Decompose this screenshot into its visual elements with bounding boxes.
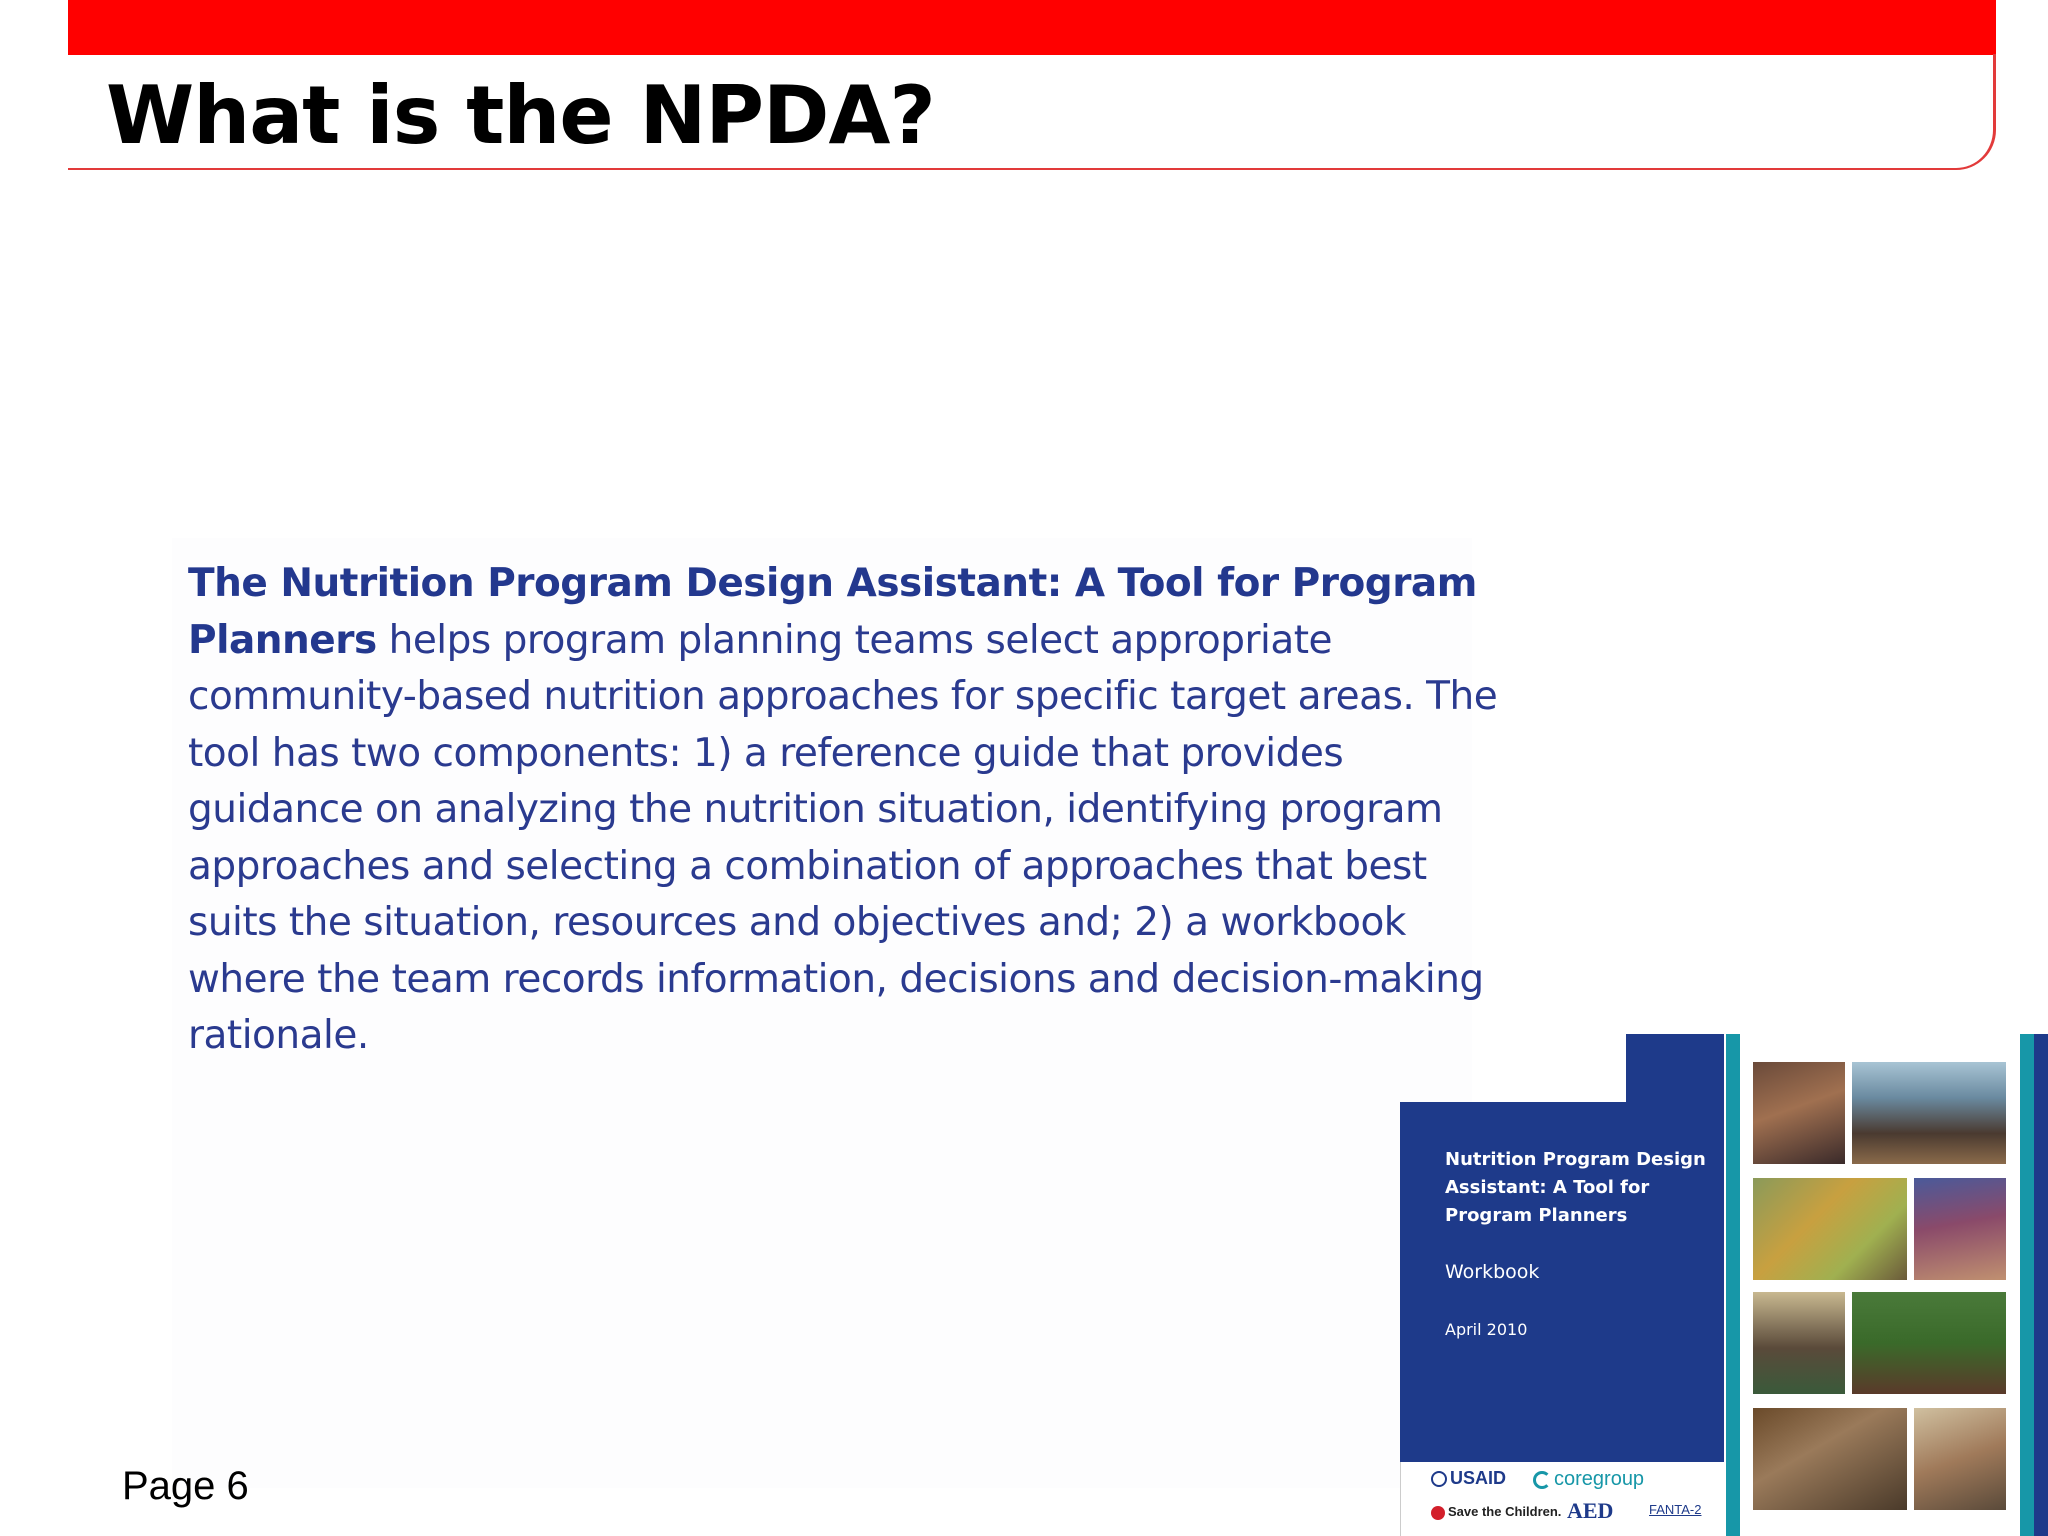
- cover-photo-feeding-child: [1753, 1062, 1845, 1164]
- cover-navy-edge: [2034, 1034, 2048, 1536]
- slide-title: What is the NPDA?: [106, 69, 935, 162]
- cover-photo-family-meal: [1753, 1408, 1907, 1510]
- cover-title: Nutrition Program Design Assistant: A Tool for Program Planners: [1445, 1149, 1706, 1226]
- cover-logo-strip: [1400, 1462, 1724, 1536]
- coregroup-logo: coregroup: [1533, 1468, 1644, 1491]
- body-lead-bold: The Nutrition Program Design Assistant: A Tool for Program Planners: [188, 561, 1477, 663]
- cover-photo-field-workers: [1852, 1292, 2006, 1394]
- cover-teal-stripe: [1726, 1034, 1740, 1536]
- cover-photo-mother-baby: [1914, 1178, 2006, 1280]
- page-number: Page 6: [122, 1464, 249, 1508]
- cover-photo-toddler: [1914, 1408, 2006, 1510]
- usaid-logo: USAID: [1431, 1468, 1506, 1489]
- save-the-children-mark-icon: [1431, 1506, 1445, 1520]
- coregroup-swirl-icon: [1533, 1471, 1551, 1489]
- fanta-logo: FANTA-2: [1649, 1502, 1702, 1517]
- cover-teal-stripe-right: [2020, 1034, 2034, 1536]
- cover-tab: [1626, 1034, 1724, 1104]
- cover-photo-child-eating: [1753, 1292, 1845, 1394]
- workbook-cover-image: [1400, 1034, 2048, 1536]
- body-paragraph: [188, 556, 1518, 1065]
- header-red-bar: [68, 0, 1996, 55]
- aed-logo: AED: [1567, 1498, 1614, 1523]
- cover-subtitle: Workbook: [1445, 1261, 1540, 1283]
- cover-photo-market-stall: [1753, 1178, 1907, 1280]
- cover-photo-women-group: [1852, 1062, 2006, 1164]
- usaid-seal-icon: [1431, 1471, 1447, 1487]
- save-the-children-logo: Save the Children.: [1431, 1504, 1561, 1520]
- body-rest: helps program planning teams select appropriate community-based nutrition approaches for specific target areas. The tool has two components: 1) a reference guide that provides guidance on analyzing the nutrition situation, identifying program approaches and selecting a combination of approaches that best suits the situation, resources and objectives and; 2) a workbook where the team records information, decisions and decision-making rationale.: [188, 617, 1498, 1058]
- cover-date: April 2010: [1445, 1320, 1528, 1339]
